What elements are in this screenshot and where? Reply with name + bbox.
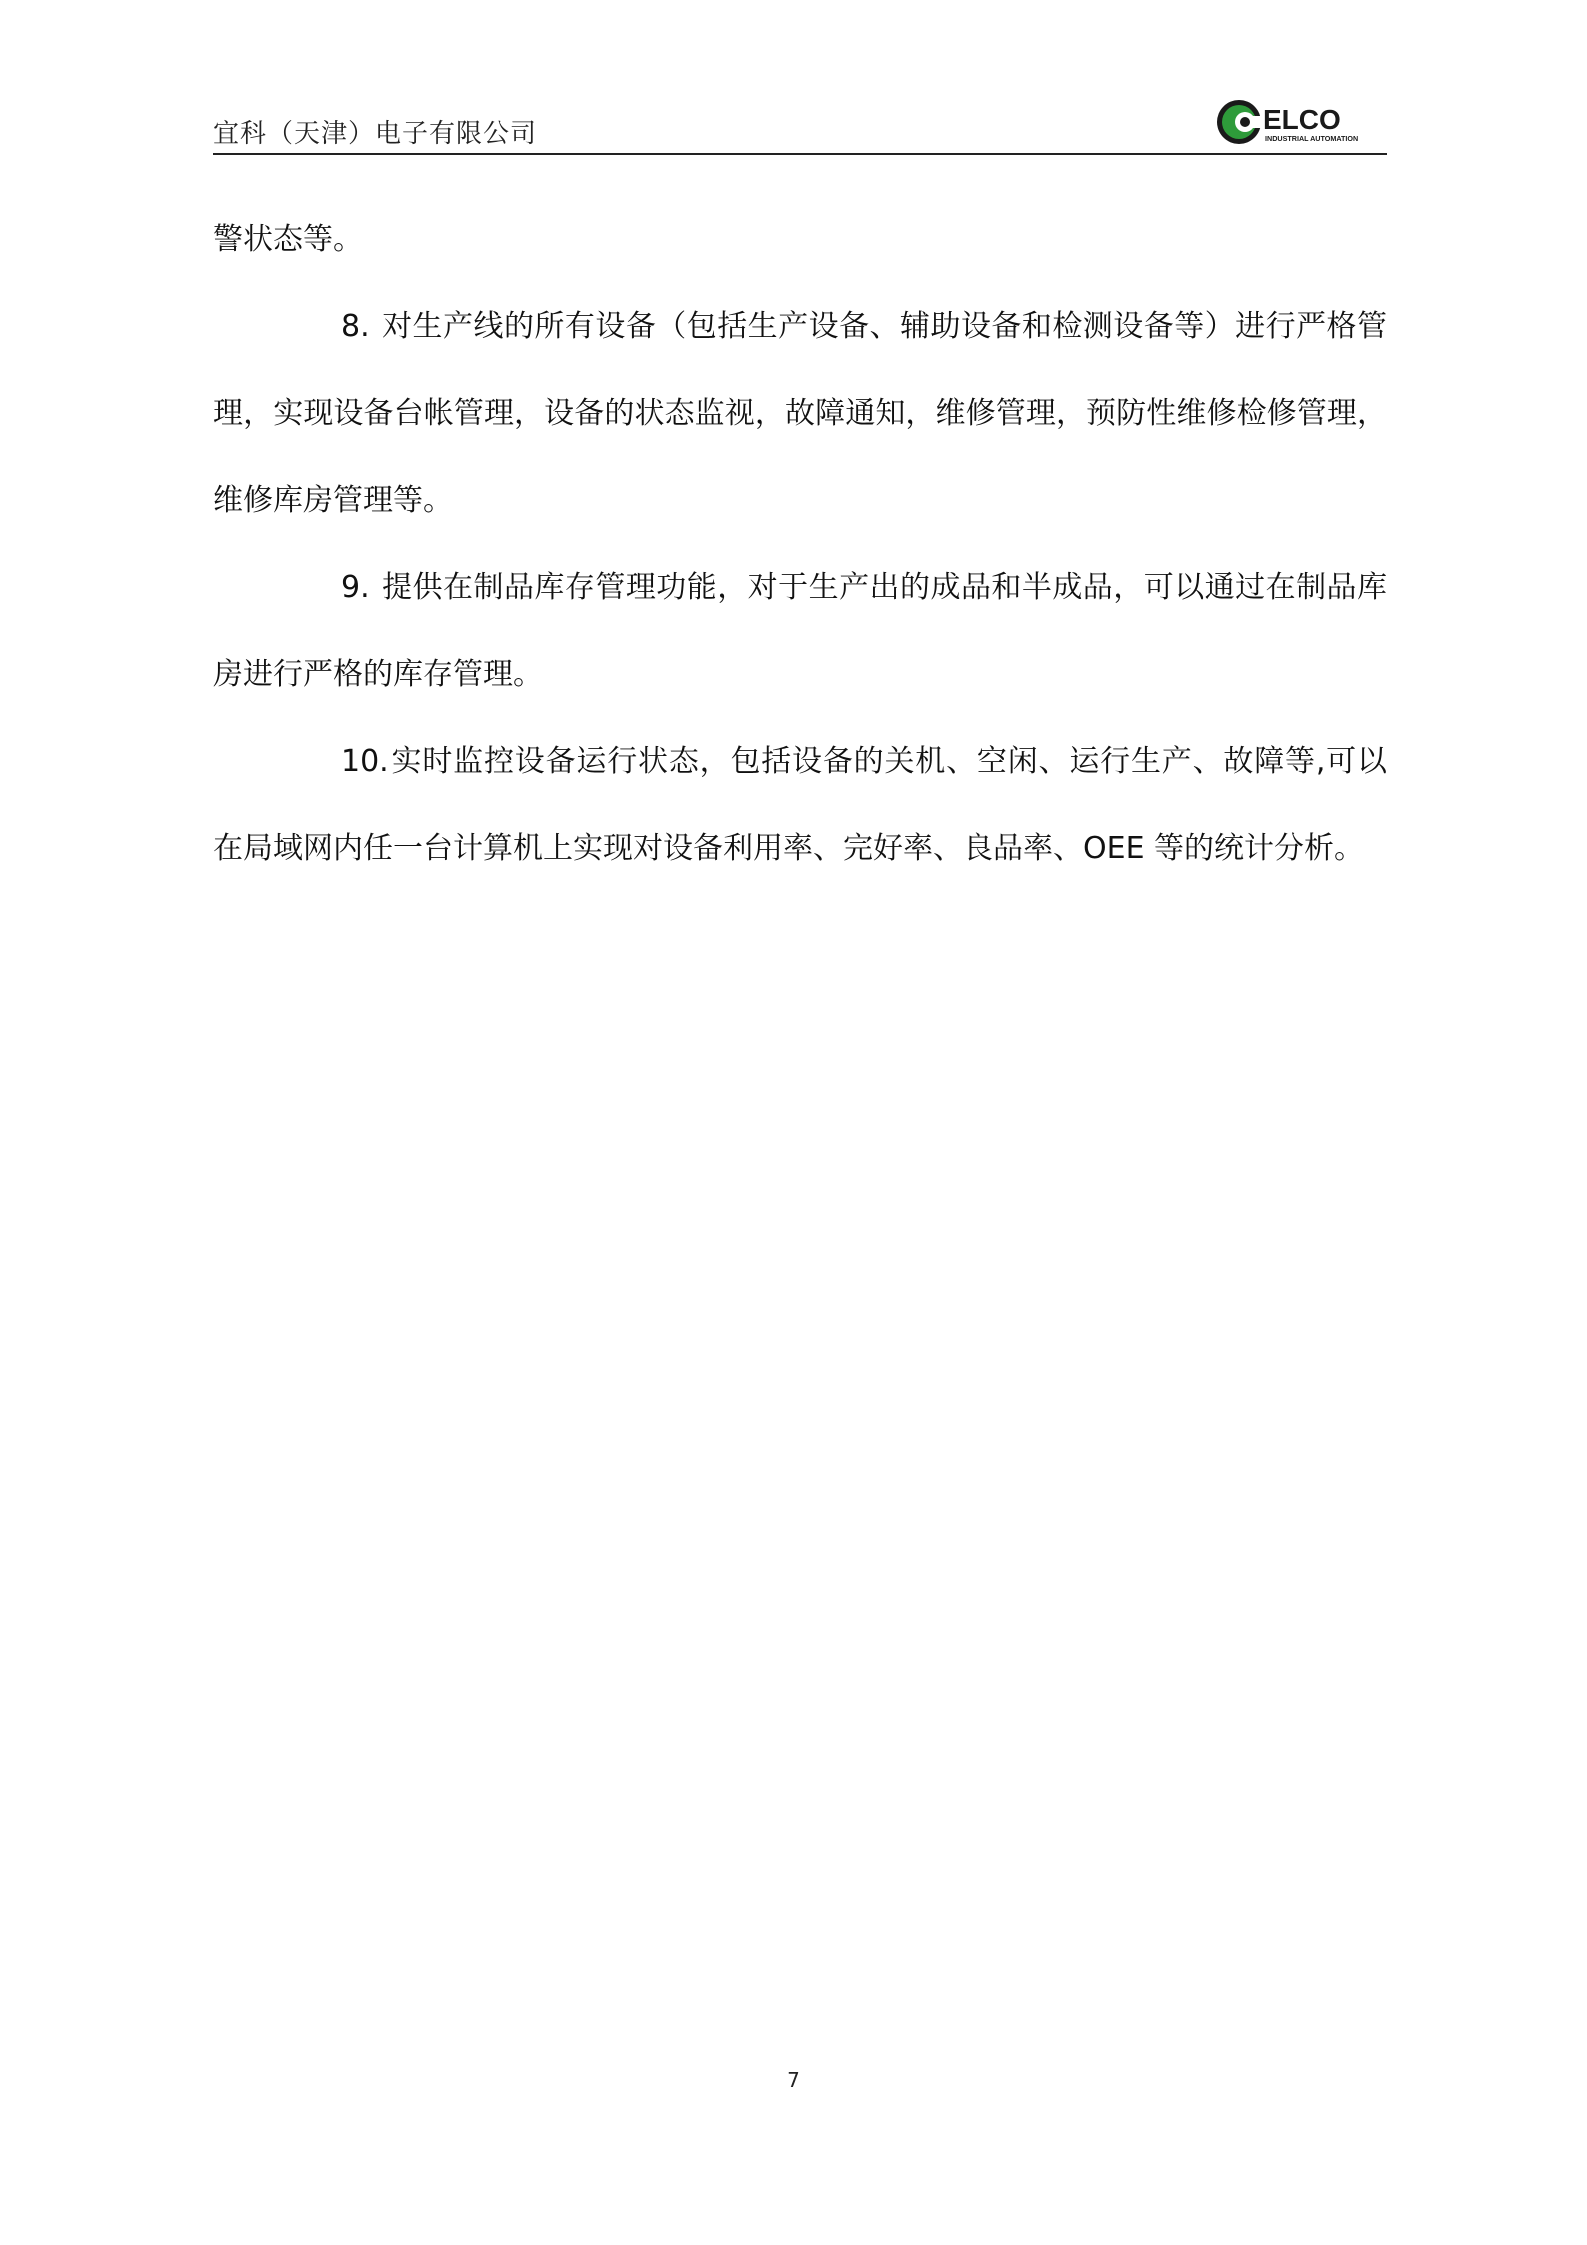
logo-wordmark: ELCO: [1263, 104, 1341, 135]
list-number: 9.: [341, 570, 370, 605]
page-number: 7: [787, 2068, 800, 2092]
paragraph-continued: [213, 196, 1387, 283]
header-divider: [213, 153, 1387, 155]
header-company-name: 宜科（天津）电子有限公司: [213, 119, 538, 149]
paragraph-item-10: [213, 718, 1387, 892]
paragraph-text: 警状态等。: [213, 222, 363, 257]
document-body: [213, 196, 1387, 892]
elco-logo: [1215, 96, 1375, 148]
paragraph-text: 对生产线的所有设备（包括生产设备、辅助设备和检测设备等）进行严格管理，实现设备台帐管理，设备的状态监视，故障通知，维修管理，预防性维修检修管理，维修库房管理等。: [213, 309, 1387, 518]
paragraph-text: 实时监控设备运行状态，包括设备的关机、空闲、运行生产、故障等,可以在局域网内任一台计算机上实现对设备利用率、完好率、良品率、OEE 等的统计分析。: [213, 744, 1387, 866]
list-number: 8.: [341, 309, 370, 344]
page-header: [213, 96, 1387, 154]
paragraph-item-8: [213, 283, 1387, 544]
paragraph-text: 提供在制品库存管理功能，对于生产出的成品和半成品，可以通过在制品库房进行严格的库存管理。: [213, 570, 1387, 692]
elco-c-logo-icon: [1217, 100, 1265, 144]
list-number: 10.: [341, 744, 389, 779]
paragraph-item-9: [213, 544, 1387, 718]
logo-tagline: INDUSTRIAL AUTOMATION: [1265, 134, 1359, 143]
